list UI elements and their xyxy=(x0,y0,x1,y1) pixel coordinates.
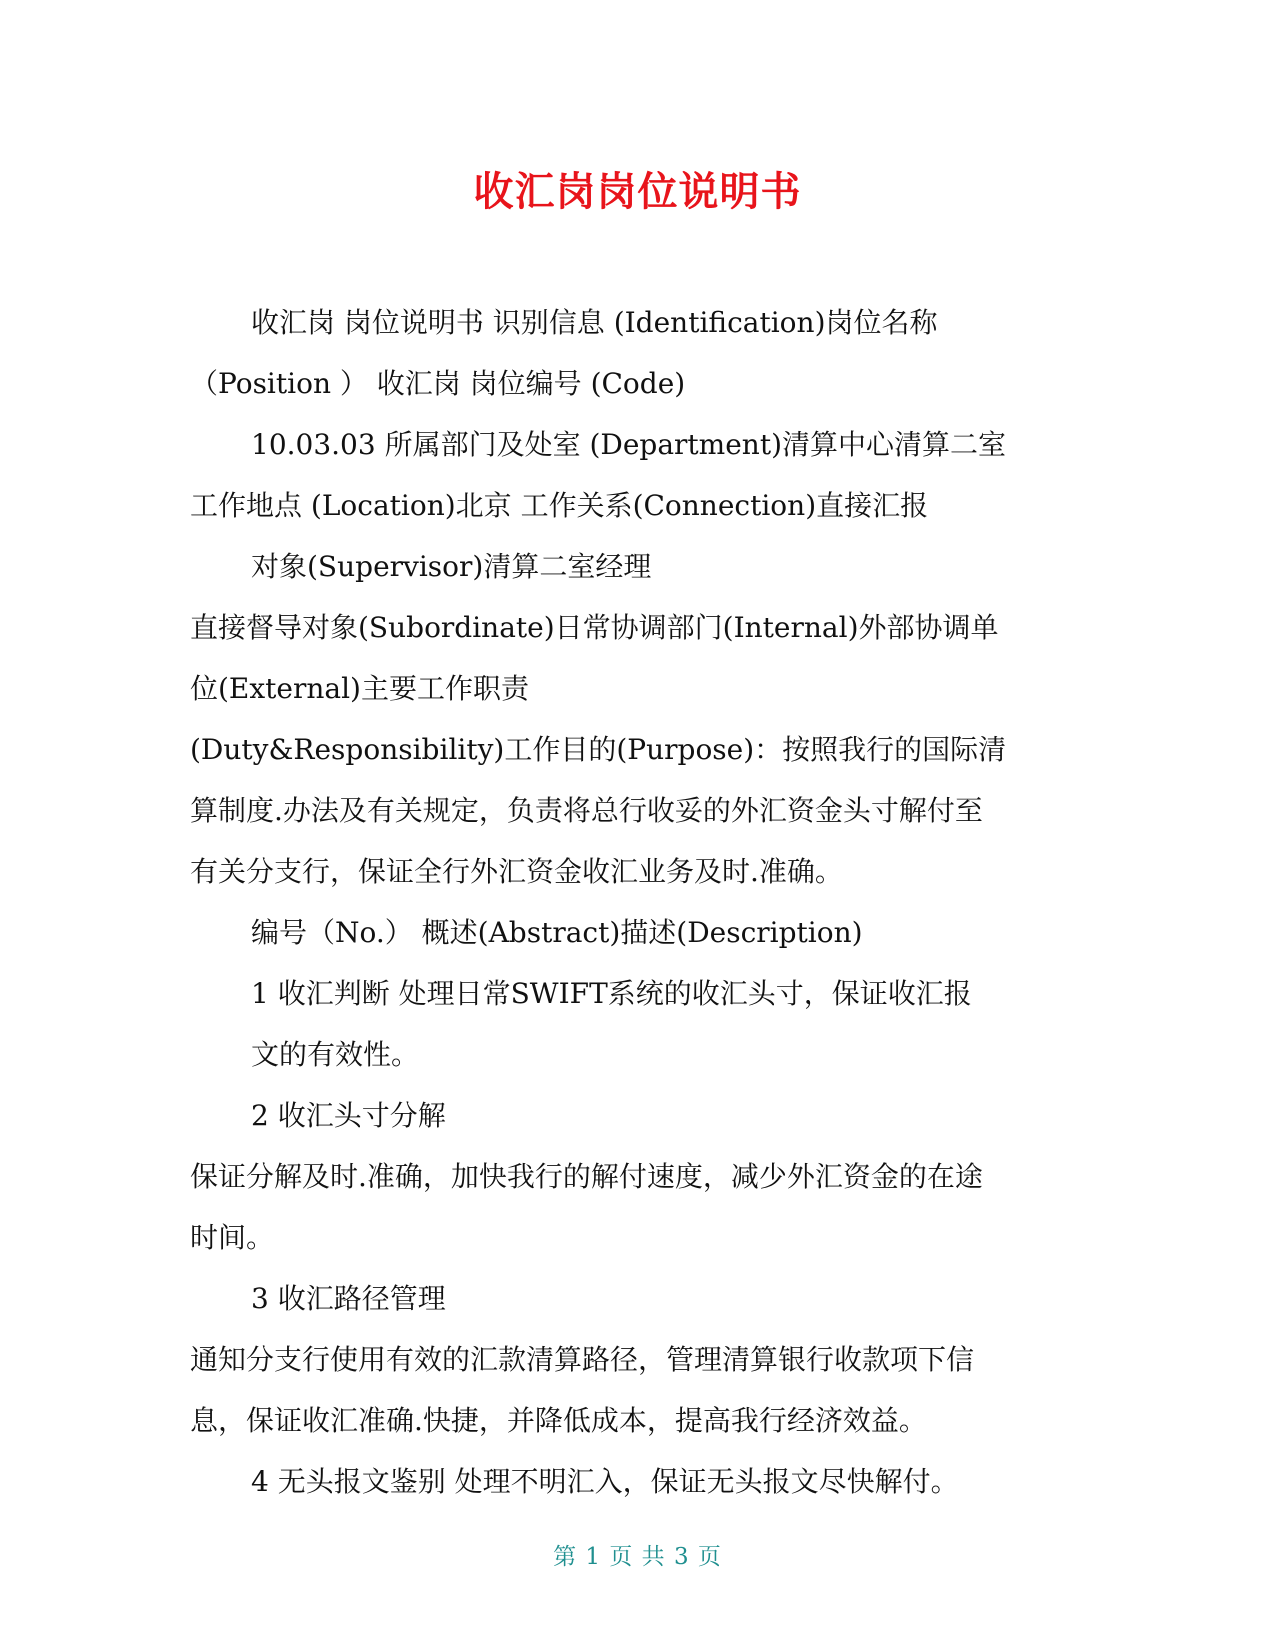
text-line: 编号（No.） 概述(Abstract)描述(Description) xyxy=(251,916,863,949)
text-line: 算制度.办法及有关规定，负责将总行收妥的外汇资金头寸解付至 xyxy=(190,794,983,827)
text-line: 保证分解及时.准确，加快我行的解付速度，减少外汇资金的在途 xyxy=(190,1160,983,1193)
text-line: 对象(Supervisor)清算二室经理 xyxy=(251,550,652,583)
text-line: 3 收汇路径管理 xyxy=(251,1282,446,1315)
text-line: 通知分支行使用有效的汇款清算路径，管理清算银行收款项下信 xyxy=(190,1343,975,1376)
text-line: （Position ） 收汇岗 岗位编号 (Code) xyxy=(190,367,686,400)
text-line: 工作地点 (Location)北京 工作关系(Connection)直接汇报 xyxy=(190,489,929,522)
text-line: (Duty&Responsibility)工作目的(Purpose)：按照我行的国际清 xyxy=(190,733,1007,766)
page-title: 收汇岗岗位说明书 xyxy=(473,169,802,215)
text-line: 2 收汇头寸分解 xyxy=(251,1099,446,1132)
text-line: 10.03.03 所属部门及处室 (Department)清算中心清算二室 xyxy=(251,428,1007,461)
text-line: 文的有效性。 xyxy=(251,1038,420,1071)
text-line: 有关分支行，保证全行外汇资金收汇业务及时.准确。 xyxy=(190,855,843,888)
text-line: 4 无头报文鉴别 处理不明汇入，保证无头报文尽快解付。 xyxy=(251,1465,959,1498)
text-line: 直接督导对象(Subordinate)日常协调部门(Internal)外部协调单 xyxy=(190,611,999,644)
document-body xyxy=(190,292,1090,1512)
text-line: 位(External)主要工作职责 xyxy=(190,672,529,705)
text-line: 时间。 xyxy=(190,1221,275,1254)
page-footer: 第 1 页 共 3 页 xyxy=(553,1544,722,1570)
text-line: 息，保证收汇准确.快捷，并降低成本，提高我行经济效益。 xyxy=(190,1404,927,1437)
text-line: 收汇岗 岗位说明书 识别信息 (Identification)岗位名称 xyxy=(251,306,938,339)
text-line: 1 收汇判断 处理日常SWIFT系统的收汇头寸，保证收汇报 xyxy=(251,977,972,1010)
